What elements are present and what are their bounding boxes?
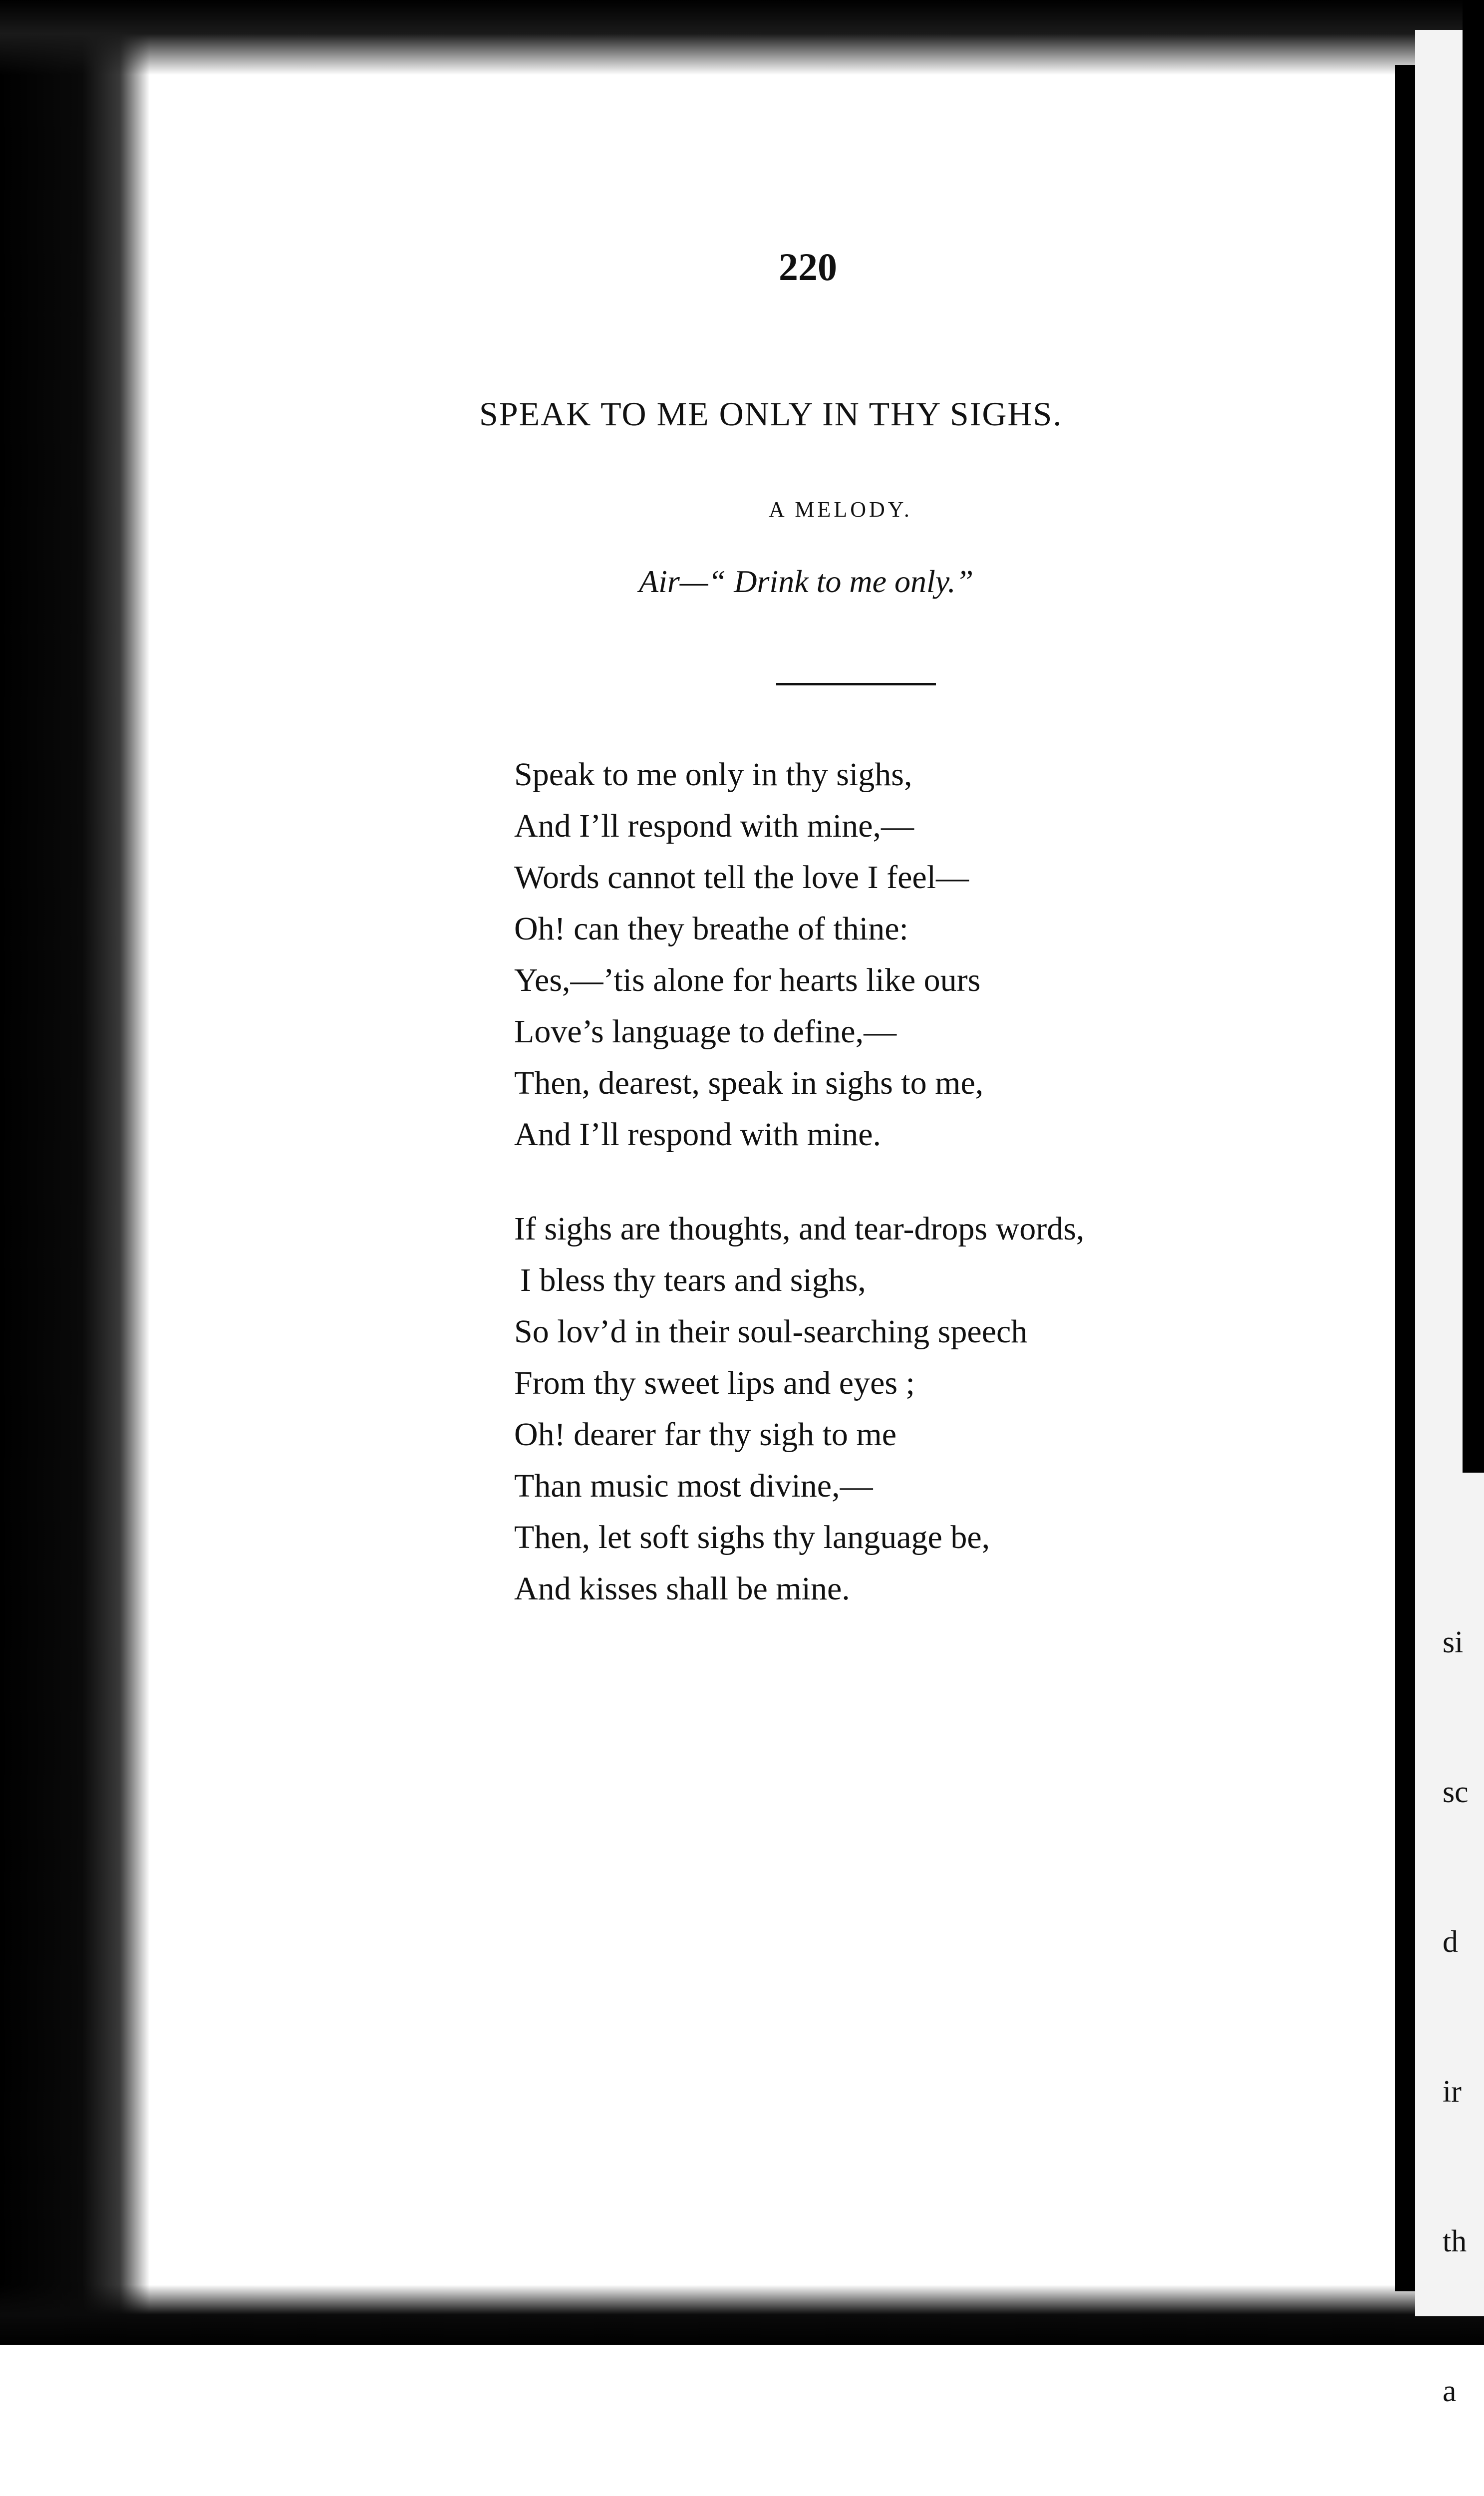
verse-line: So lov’d in their soul-searching speech [514,1313,1028,1350]
facing-fragment: th [1443,2224,1467,2258]
verse-line: Yes,—’tis alone for hearts like ours [514,962,981,998]
scan-border-left [0,0,150,2345]
title-rule [776,683,936,685]
stanza-2 [514,1203,1263,1614]
verse-line: I bless thy tears and sighs, [520,1262,866,1298]
verse-line: Then, let soft sighs thy language be, [514,1519,990,1556]
stanza-1 [514,749,1263,1160]
facing-fragment: a [1443,2374,1457,2408]
verse-line: Oh! dearer far thy sigh to me [514,1416,897,1453]
scan-border-top [0,0,1484,75]
verse-line: Then, dearest, speak in sighs to me, [514,1065,984,1101]
facing-page-shadow [1463,0,1484,1473]
air-attribution: Air—“ Drink to me only.” [639,564,974,599]
verse-line: And I’ll respond with mine,— [514,808,914,844]
verse-line: Than music most divine,— [514,1468,873,1504]
facing-fragment: si [1443,1625,1464,1659]
verse-line: Words cannot tell the love I feel— [514,859,969,896]
facing-fragment: sc [1443,1775,1469,1809]
facing-fragment: d [1443,1925,1458,1959]
poem-title: SPEAK TO ME ONLY IN THY SIGHS. [479,395,1063,433]
book-gutter [1395,65,1415,2291]
verse-line: Oh! can they breathe of thine: [514,911,908,947]
verse-line: Love’s language to define,— [514,1013,897,1050]
verse-line: And kisses shall be mine. [514,1570,850,1607]
verse-line: Speak to me only in thy sighs, [514,756,912,793]
verse-line: From thy sweet lips and eyes ; [514,1365,915,1401]
page-number: 220 [779,245,837,289]
verse-line: And I’ll respond with mine. [514,1116,882,1153]
facing-fragment: ir [1443,2075,1462,2109]
verse-line: If sighs are thoughts, and tear-drops words, [514,1211,1085,1247]
poem-subtitle: A MELODY. [769,497,912,522]
facing-page-fragments [1443,1518,1484,2408]
scan-border-bottom [0,2285,1484,2345]
